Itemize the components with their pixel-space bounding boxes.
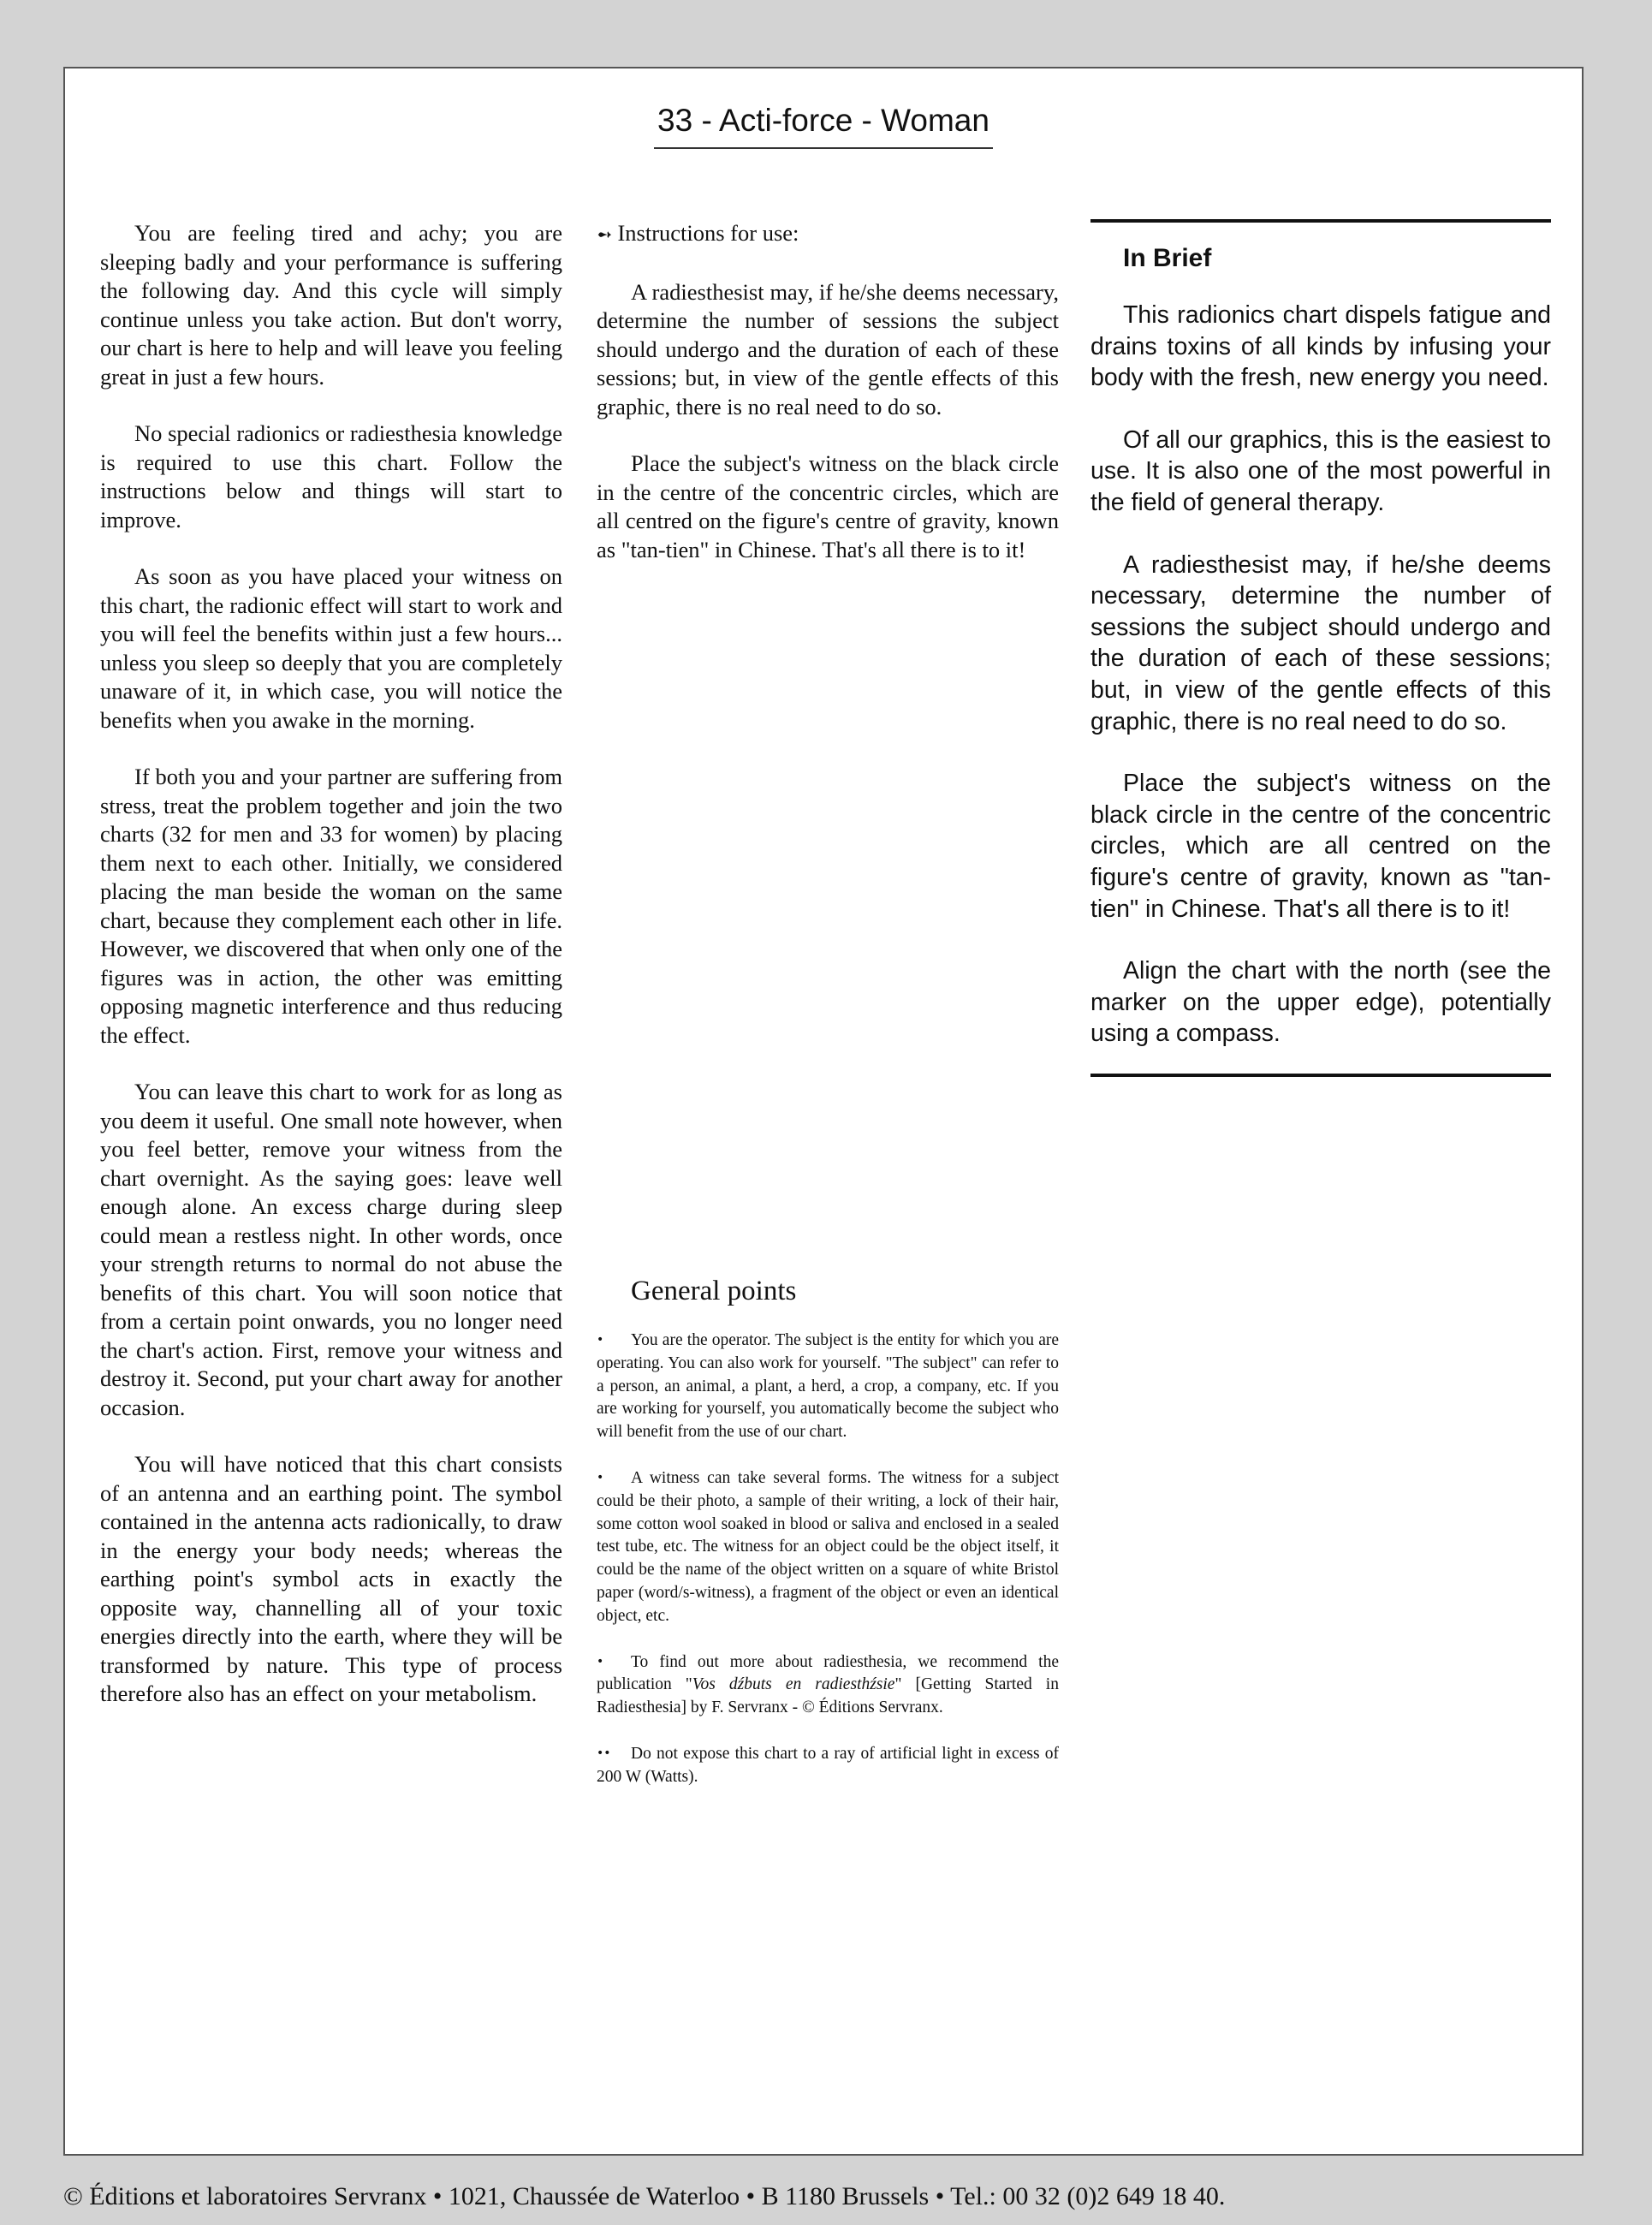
general-point-3 [597, 1651, 1059, 1720]
bullet-icon: • [597, 1654, 604, 1669]
footer-copyright: © Éditions et laboratoires Servranx • 1021, Chaussée de Waterloo • B 1180 Brussels • Tel.: 00 32 (0)2 649 18 40. [63, 2182, 1226, 2210]
left-column [100, 219, 562, 1737]
book-title: Vos dźbuts en radiesthźsie [692, 1675, 895, 1694]
page-title: 33 - Acti-force - Woman [654, 103, 993, 149]
instructions-heading-text: Instructions for use: [617, 220, 799, 246]
general-points-title: General points [631, 1276, 797, 1306]
double-bullet-icon: •• [597, 1746, 611, 1760]
in-brief-box [1090, 219, 1551, 1077]
general-points-section [597, 1274, 1059, 1812]
left-paragraph-3: As soon as you have placed your witness on this chart, the radionic effect will start to work and you will feel the benefits within just a few hours... unless you sleep so deeply that you are completely unaware of it, in which case, you will notice the benefits when you awake in the morning. [100, 563, 562, 733]
left-paragraph-5: You can leave this chart to work for as long as you deem it useful. One small note however, when you feel better, remove your witness from the chart overnight. As the saying goes: leave well enough alone. An excess charge during sleep could mean a restless night. In other words, once your strength returns to normal do not abuse the benefits of this chart. You will soon notice that from a certain point onwards, you no longer need the chart's action. First, remove your witness and destroy it. Second, put your chart away for another occasion. [100, 1079, 562, 1420]
left-paragraph-4: If both you and your partner are suffering from stress, treat the problem together and join the two charts (32 for men and 33 for women) by placing them next to each other. Initially, we considered placing the man beside the woman on the same chart, because they complement each other in life. However, we discovered that when only one of the figures was in action, the other was emitting opposing magnetic interference and thus reducing the effect. [100, 764, 562, 1048]
general-point-3-text-before: To find out more about radiesthesia, we recommend the publication " [597, 1652, 1059, 1694]
double-arrow-icon: ➻ [597, 224, 613, 246]
brief-paragraph-3: A radiesthesist may, if he/she deems necessary, determine the number of sessions the subject should undergo and the duration of each of these sessions; but, in view of the gentle effects of this graphic, there is no real need to do so. [1090, 550, 1551, 735]
page-title-container [65, 103, 1582, 149]
general-point-1 [597, 1329, 1059, 1444]
in-brief-title: In Brief [1123, 244, 1212, 272]
brief-paragraph-4: Place the subject's witness on the black circle in the centre of the concentric circles, which are all centred on the figure's centre of gravity, known as "tan-tien" in Chinese. That's all there is to it! [1090, 770, 1551, 923]
brief-paragraph-2: Of all our graphics, this is the easiest to use. It is also one of the most powerful in the field of general therapy. [1090, 425, 1551, 516]
instructions-heading [597, 219, 1059, 250]
general-point-4 [597, 1742, 1059, 1789]
document-page [63, 67, 1584, 2156]
bullet-icon: • [597, 1470, 604, 1484]
general-point-2 [597, 1466, 1059, 1628]
general-point-3-text-after: " [Getting Started in Radiesthesia] by F. Servranx - © Éditions Servranx. [597, 1675, 1059, 1717]
general-point-2-text: A witness can take several forms. The witness for a subject could be their photo, a sample of their writing, a lock of their hair, some cotton wool soaked in blood or saliva and enclosed in a sealed test tube, etc. The witness for an object could be the object itself, it could be the name of the object written on a square of white Bristol paper (word/s-witness), a fragment of the object or even an identical object, etc. [597, 1468, 1059, 1625]
brief-paragraph-1: This radionics chart dispels fatigue and drains toxins of all kinds by infusing your body with the fresh, new energy you need. [1090, 301, 1551, 392]
general-point-4-text: Do not expose this chart to a ray of artificial light in excess of 200 W (Watts). [597, 1744, 1059, 1786]
instructions-paragraph-2: Place the subject's witness on the black circle in the centre of the concentric circles, which are all centred on the figure's centre of gravity, known as "tan-tien" in Chinese. That's all there is to it! [597, 450, 1059, 562]
middle-column [597, 219, 1059, 592]
left-paragraph-6: You will have noticed that this chart consists of an antenna and an earthing point. The symbol contained in the antenna acts radionically, to draw in the energy your body needs; whereas the earthing point's symbol acts in exactly the opposite way, channelling all of your toxic energies directly into the earth, where they will be transformed by nature. This type of process therefore also has an effect on your metabolism. [100, 1451, 562, 1706]
instructions-paragraph-1: A radiesthesist may, if he/she deems necessary, determine the number of sessions the subject should undergo and the duration of each of these sessions; but, in view of the gentle effects of this graphic, there is no real need to do so. [597, 278, 1059, 419]
bullet-icon: • [597, 1333, 604, 1347]
left-paragraph-2: No special radionics or radiesthesia knowledge is required to use this chart. Follow the instructions below and things will start to improve. [100, 420, 562, 532]
left-paragraph-1: You are feeling tired and achy; you are sleeping badly and your performance is suffering the following day. And this cycle will simply continue unless you take action. But don't worry, our chart is here to help and will leave you feeling great in just a few hours. [100, 220, 562, 390]
general-point-1-text: You are the operator. The subject is the entity for which you are operating. You can also work for yourself. "The subject" can refer to a person, an animal, a plant, a herd, a crop, a company, etc. If you are working for yourself, you automatically become the subject who will benefit from the use of our chart. [597, 1331, 1059, 1442]
right-column [1090, 219, 1551, 1077]
brief-paragraph-5: Align the chart with the north (see the marker on the upper edge), potentially using a compass. [1090, 957, 1551, 1048]
